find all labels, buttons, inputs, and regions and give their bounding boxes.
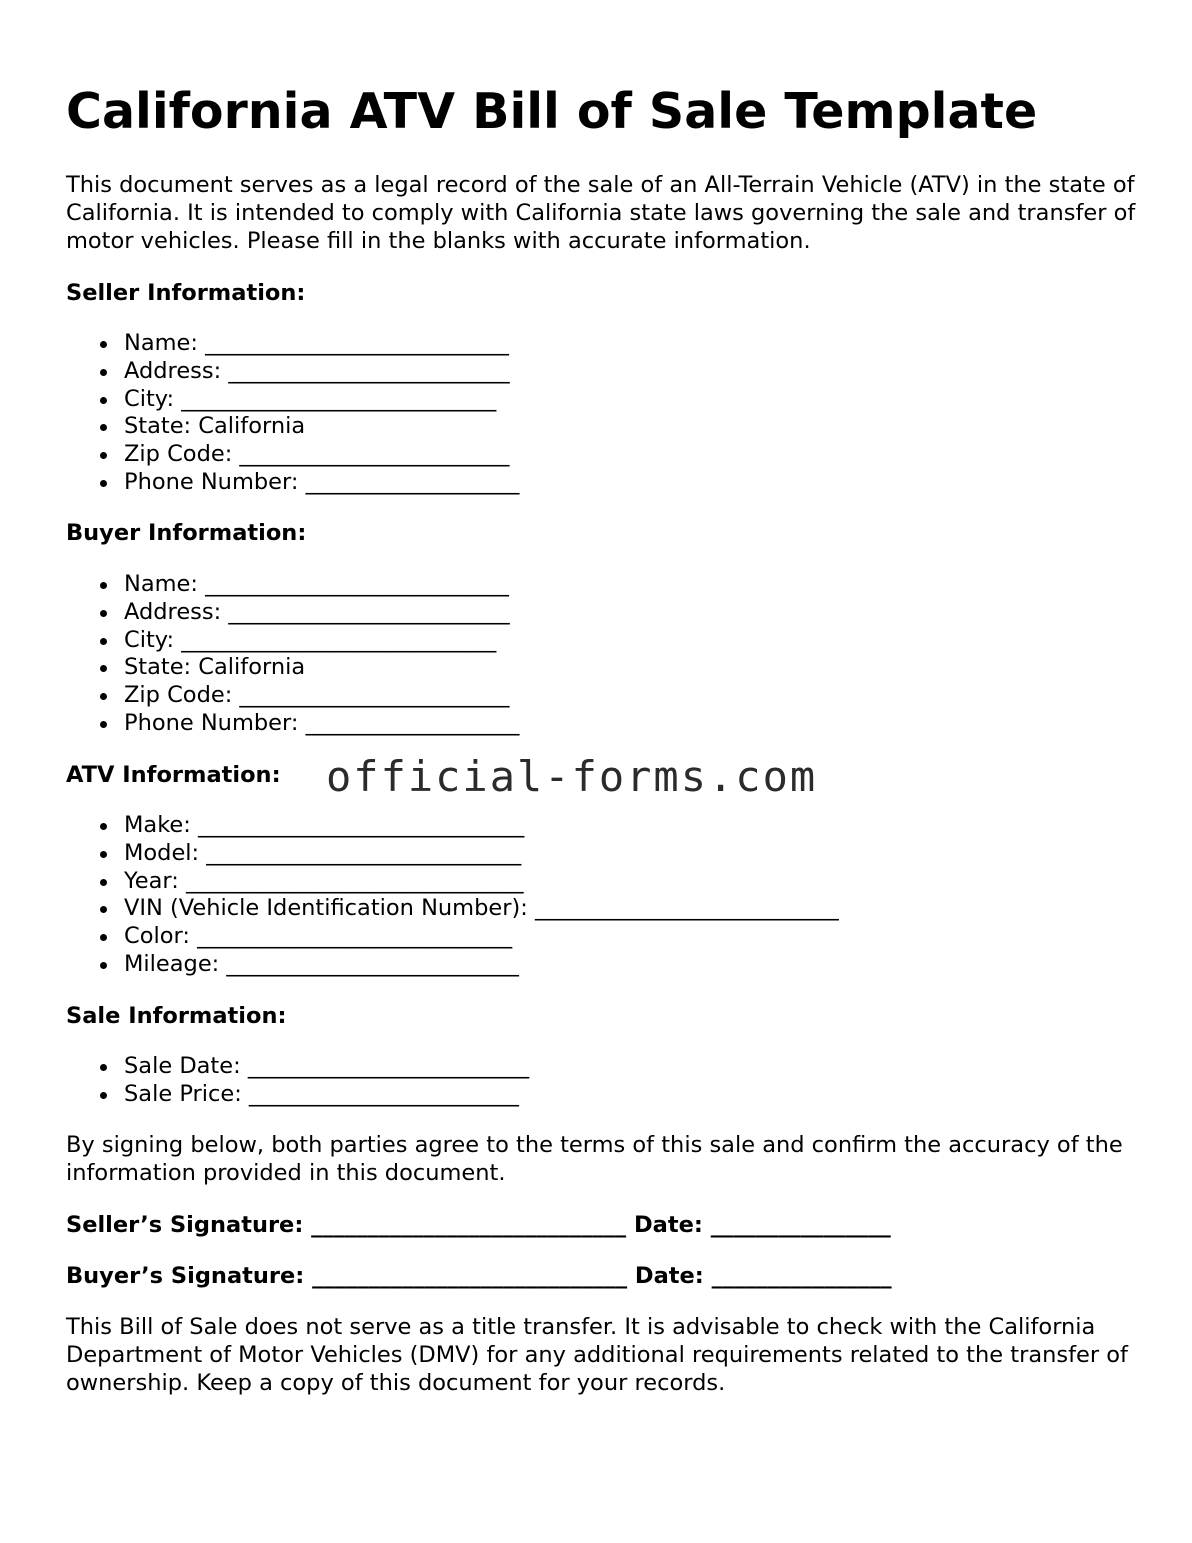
atv-year-field: Year: ______________________________ [124,868,839,896]
agreement-paragraph: By signing below, both parties agree to the terms of this sale and confirm the accuracy of the information provided in this document. [66,1132,1123,1186]
sale-price-field: Sale Price: ________________________ [124,1081,529,1109]
buyer-phone-field: Phone Number: ___________________ [124,709,520,736]
seller-city-field: City: ____________________________ [124,386,519,414]
buyer-fields [66,571,519,738]
seller-address-field: Address: _________________________ [124,358,519,386]
sale-date-field: Sale Date: _________________________ [124,1053,530,1079]
buyer-signature-line: Buyer’s Signature: ____________________________ Date: ________________ [66,1263,892,1289]
sale-heading: Sale Information: [66,1003,287,1029]
atv-fields [66,812,839,979]
buyer-zip-field: Zip Code: ________________________ [124,682,519,710]
atv-vin-field: VIN (Vehicle Identification Number): ___________________________ [124,895,839,922]
atv-heading: ATV Information: [66,762,281,788]
buyer-address-field: Address: _________________________ [124,599,519,627]
footer-paragraph: This Bill of Sale does not serve as a title transfer. It is advisable to check with the California Department of Motor Vehicles (DMV) for any additional requirements related to the transfer of ownership. Keep a copy of this document for your records. [66,1314,1128,1396]
intro-paragraph: This document serves as a legal record of the sale of an All-Terrain Vehicle (ATV) in the state of California. It is intended to comply with California state laws governing the sale and transfer of motor vehicles. Please fill in the blanks with accurate information. [66,172,1136,254]
document-title: California ATV Bill of Sale Template [66,83,1038,140]
atv-model-field: Model: ____________________________ [124,840,839,868]
atv-make-field: Make: _____________________________ [124,812,839,840]
seller-state-field: State: California [124,413,519,441]
sale-fields [66,1053,529,1109]
atv-color-field: Color: ____________________________ [124,923,839,951]
seller-heading: Seller Information: [66,280,306,306]
buyer-city-field: City: ____________________________ [124,627,519,655]
buyer-heading: Buyer Information: [66,520,307,546]
seller-fields [66,330,519,497]
buyer-state-field: State: California [124,654,519,682]
buyer-name-field: Name: ___________________________ [124,571,519,599]
seller-zip-field: Zip Code: ________________________ [124,441,519,469]
watermark-text: official-forms.com [326,752,818,801]
seller-signature-line: Seller’s Signature: ____________________________ Date: ________________ [66,1212,891,1238]
seller-name-field: Name: ___________________________ [124,330,519,358]
atv-mileage-field: Mileage: __________________________ [124,951,839,979]
seller-phone-field: Phone Number: ___________________ [124,468,520,495]
